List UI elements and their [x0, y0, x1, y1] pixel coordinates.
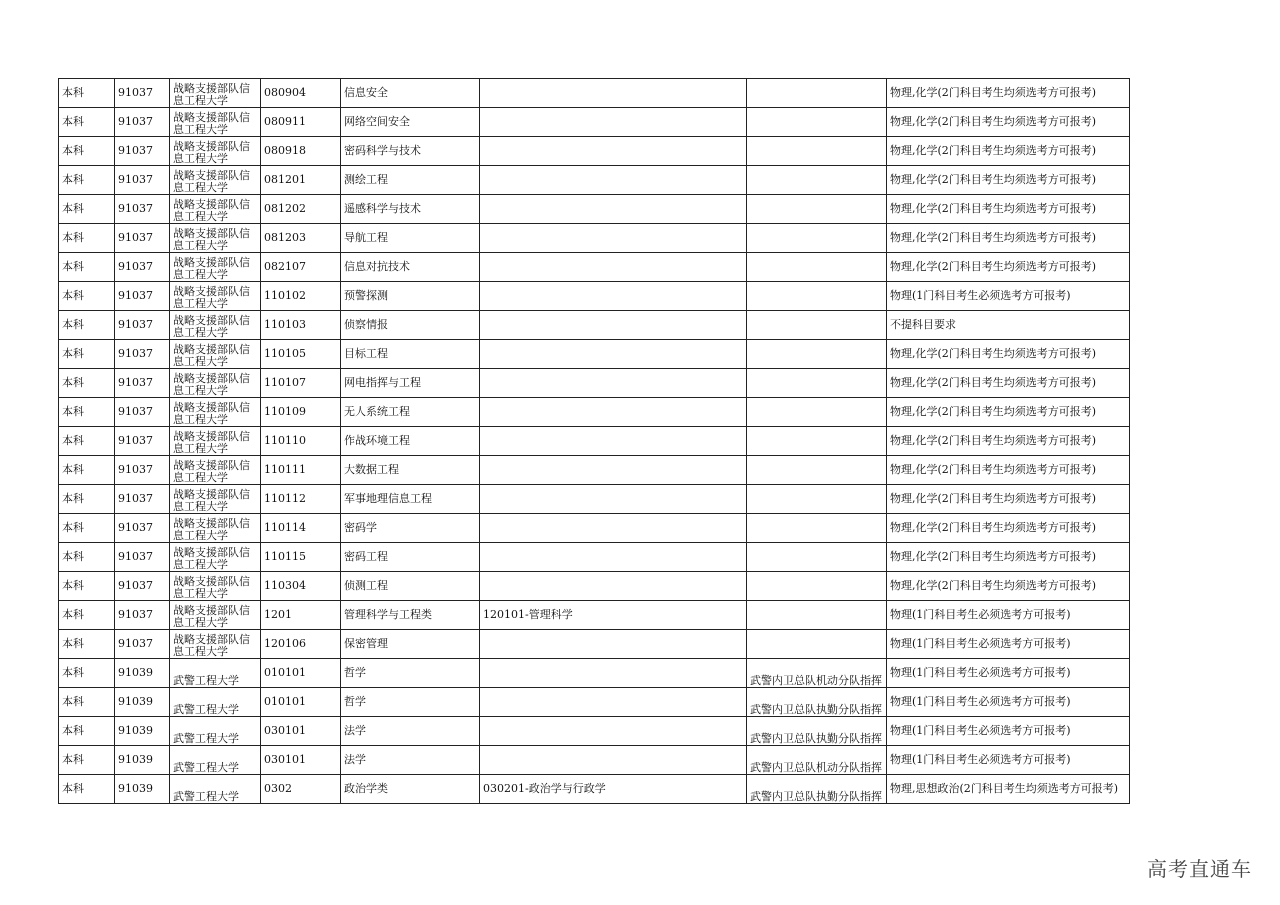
cell-major-includes: [480, 456, 747, 485]
cell-major-includes: [480, 137, 747, 166]
cell-major-includes: [480, 79, 747, 108]
table-row: [59, 572, 1130, 601]
cell-major-code: 0302: [261, 775, 341, 804]
table-row: [59, 166, 1130, 195]
cell-major-code: 010101: [261, 659, 341, 688]
cell-school-code: 91037: [115, 369, 170, 398]
cell-major-includes: [480, 282, 747, 311]
cell-major-name: 遥感科学与技术: [341, 195, 480, 224]
cell-major-code: 030101: [261, 746, 341, 775]
cell-level: 本科: [59, 659, 115, 688]
cell-level: 本科: [59, 543, 115, 572]
cell-major-name: 无人系统工程: [341, 398, 480, 427]
cell-major-name: 政治学类: [341, 775, 480, 804]
cell-note: [747, 282, 887, 311]
cell-major-includes: [480, 746, 747, 775]
cell-subject-requirement: 物理,化学(2门科目考生均须选考方可报考): [887, 572, 1130, 601]
table-row: [59, 688, 1130, 717]
cell-school-name: 战略支援部队信息工程大学: [170, 514, 261, 543]
cell-level: 本科: [59, 311, 115, 340]
cell-major-name: 侦察情报: [341, 311, 480, 340]
table-row: [59, 340, 1130, 369]
cell-note: [747, 572, 887, 601]
cell-note: [747, 253, 887, 282]
table-row: [59, 485, 1130, 514]
cell-level: 本科: [59, 195, 115, 224]
cell-level: 本科: [59, 514, 115, 543]
cell-school-code: 91037: [115, 630, 170, 659]
cell-subject-requirement: 物理,化学(2门科目考生均须选考方可报考): [887, 427, 1130, 456]
table-row: [59, 630, 1130, 659]
cell-major-includes: [480, 514, 747, 543]
cell-note: [747, 427, 887, 456]
cell-school-code: 91037: [115, 166, 170, 195]
cell-school-name: 武警工程大学: [170, 717, 261, 746]
cell-note: 武警内卫总队机动分队指挥: [747, 659, 887, 688]
cell-major-code: 080904: [261, 79, 341, 108]
cell-subject-requirement: 物理(1门科目考生必须选考方可报考): [887, 601, 1130, 630]
cell-note: [747, 311, 887, 340]
cell-major-code: 110112: [261, 485, 341, 514]
cell-major-includes: [480, 543, 747, 572]
cell-school-code: 91039: [115, 688, 170, 717]
cell-subject-requirement: 物理,化学(2门科目考生均须选考方可报考): [887, 369, 1130, 398]
cell-level: 本科: [59, 572, 115, 601]
cell-subject-requirement: 物理(1门科目考生必须选考方可报考): [887, 717, 1130, 746]
cell-level: 本科: [59, 485, 115, 514]
cell-subject-requirement: 物理(1门科目考生必须选考方可报考): [887, 282, 1130, 311]
cell-school-name: 武警工程大学: [170, 688, 261, 717]
cell-note: 武警内卫总队执勤分队指挥: [747, 717, 887, 746]
cell-major-name: 密码学: [341, 514, 480, 543]
cell-major-includes: [480, 717, 747, 746]
cell-school-code: 91037: [115, 572, 170, 601]
enrollment-table: [58, 78, 1130, 804]
cell-subject-requirement: 物理,化学(2门科目考生均须选考方可报考): [887, 340, 1130, 369]
cell-school-name: 战略支援部队信息工程大学: [170, 398, 261, 427]
cell-major-code: 081201: [261, 166, 341, 195]
table-row: [59, 717, 1130, 746]
cell-major-code: 081203: [261, 224, 341, 253]
cell-major-name: 法学: [341, 717, 480, 746]
cell-major-code: 110111: [261, 456, 341, 485]
cell-major-name: 信息安全: [341, 79, 480, 108]
cell-major-code: 110109: [261, 398, 341, 427]
table-body: [59, 79, 1130, 804]
cell-subject-requirement: 不提科目要求: [887, 311, 1130, 340]
cell-note: [747, 195, 887, 224]
cell-school-code: 91039: [115, 717, 170, 746]
cell-note: [747, 514, 887, 543]
cell-subject-requirement: 物理(1门科目考生必须选考方可报考): [887, 746, 1130, 775]
cell-note: [747, 340, 887, 369]
cell-school-name: 战略支援部队信息工程大学: [170, 253, 261, 282]
cell-level: 本科: [59, 282, 115, 311]
cell-level: 本科: [59, 746, 115, 775]
cell-subject-requirement: 物理,化学(2门科目考生均须选考方可报考): [887, 137, 1130, 166]
cell-major-includes: [480, 369, 747, 398]
cell-major-name: 军事地理信息工程: [341, 485, 480, 514]
cell-subject-requirement: 物理,化学(2门科目考生均须选考方可报考): [887, 514, 1130, 543]
cell-school-name: 战略支援部队信息工程大学: [170, 108, 261, 137]
cell-school-name: 战略支援部队信息工程大学: [170, 282, 261, 311]
cell-major-name: 作战环境工程: [341, 427, 480, 456]
table-row: [59, 282, 1130, 311]
table-row: [59, 108, 1130, 137]
cell-major-name: 法学: [341, 746, 480, 775]
cell-major-code: 030101: [261, 717, 341, 746]
table-row: [59, 601, 1130, 630]
cell-school-code: 91037: [115, 340, 170, 369]
cell-major-includes: [480, 398, 747, 427]
cell-school-code: 91037: [115, 108, 170, 137]
cell-subject-requirement: 物理(1门科目考生必须选考方可报考): [887, 688, 1130, 717]
cell-note: [747, 108, 887, 137]
cell-school-name: 战略支援部队信息工程大学: [170, 572, 261, 601]
cell-note: [747, 543, 887, 572]
table-row: [59, 253, 1130, 282]
cell-school-name: 武警工程大学: [170, 746, 261, 775]
cell-subject-requirement: 物理,化学(2门科目考生均须选考方可报考): [887, 195, 1130, 224]
cell-major-name: 密码工程: [341, 543, 480, 572]
cell-major-includes: [480, 572, 747, 601]
cell-major-includes: [480, 688, 747, 717]
table-row: [59, 369, 1130, 398]
cell-major-code: 110103: [261, 311, 341, 340]
cell-major-includes: [480, 485, 747, 514]
cell-school-code: 91037: [115, 253, 170, 282]
cell-note: 武警内卫总队机动分队指挥: [747, 746, 887, 775]
cell-major-name: 网络空间安全: [341, 108, 480, 137]
cell-major-includes: [480, 340, 747, 369]
cell-school-code: 91037: [115, 514, 170, 543]
cell-major-includes: [480, 108, 747, 137]
cell-school-code: 91037: [115, 543, 170, 572]
cell-major-includes: 030201-政治学与行政学: [480, 775, 747, 804]
cell-level: 本科: [59, 340, 115, 369]
cell-subject-requirement: 物理,化学(2门科目考生均须选考方可报考): [887, 79, 1130, 108]
table-row: [59, 543, 1130, 572]
cell-major-code: 110114: [261, 514, 341, 543]
cell-major-name: 目标工程: [341, 340, 480, 369]
cell-school-name: 战略支援部队信息工程大学: [170, 195, 261, 224]
cell-major-includes: [480, 195, 747, 224]
cell-level: 本科: [59, 166, 115, 195]
cell-major-code: 080911: [261, 108, 341, 137]
cell-school-name: 战略支援部队信息工程大学: [170, 543, 261, 572]
cell-major-includes: [480, 630, 747, 659]
cell-school-name: 战略支援部队信息工程大学: [170, 137, 261, 166]
cell-note: [747, 398, 887, 427]
table-row: [59, 514, 1130, 543]
cell-level: 本科: [59, 253, 115, 282]
cell-major-name: 管理科学与工程类: [341, 601, 480, 630]
cell-major-code: 010101: [261, 688, 341, 717]
cell-school-code: 91037: [115, 456, 170, 485]
cell-major-code: 110105: [261, 340, 341, 369]
cell-major-name: 预警探测: [341, 282, 480, 311]
cell-level: 本科: [59, 369, 115, 398]
cell-note: 武警内卫总队执勤分队指挥: [747, 775, 887, 804]
cell-level: 本科: [59, 601, 115, 630]
cell-school-code: 91037: [115, 137, 170, 166]
cell-note: 武警内卫总队执勤分队指挥: [747, 688, 887, 717]
cell-level: 本科: [59, 108, 115, 137]
cell-subject-requirement: 物理,思想政治(2门科目考生均须选考方可报考): [887, 775, 1130, 804]
cell-school-name: 战略支援部队信息工程大学: [170, 456, 261, 485]
cell-major-includes: [480, 253, 747, 282]
cell-subject-requirement: 物理,化学(2门科目考生均须选考方可报考): [887, 166, 1130, 195]
cell-note: [747, 166, 887, 195]
cell-school-name: 战略支援部队信息工程大学: [170, 630, 261, 659]
cell-subject-requirement: 物理,化学(2门科目考生均须选考方可报考): [887, 108, 1130, 137]
cell-note: [747, 601, 887, 630]
cell-major-code: 080918: [261, 137, 341, 166]
table-row: [59, 659, 1130, 688]
cell-subject-requirement: 物理(1门科目考生必须选考方可报考): [887, 659, 1130, 688]
table-row: [59, 137, 1130, 166]
cell-school-name: 战略支援部队信息工程大学: [170, 485, 261, 514]
cell-school-name: 战略支援部队信息工程大学: [170, 340, 261, 369]
cell-major-includes: [480, 224, 747, 253]
cell-major-code: 082107: [261, 253, 341, 282]
cell-school-name: 战略支援部队信息工程大学: [170, 369, 261, 398]
table-row: [59, 456, 1130, 485]
cell-level: 本科: [59, 630, 115, 659]
table-row: [59, 775, 1130, 804]
cell-subject-requirement: 物理,化学(2门科目考生均须选考方可报考): [887, 456, 1130, 485]
cell-school-code: 91037: [115, 79, 170, 108]
cell-school-code: 91037: [115, 485, 170, 514]
cell-major-code: 110102: [261, 282, 341, 311]
cell-major-name: 侦测工程: [341, 572, 480, 601]
cell-level: 本科: [59, 456, 115, 485]
cell-major-code: 110304: [261, 572, 341, 601]
cell-school-code: 91037: [115, 601, 170, 630]
cell-major-name: 大数据工程: [341, 456, 480, 485]
cell-note: [747, 224, 887, 253]
cell-major-code: 1201: [261, 601, 341, 630]
cell-subject-requirement: 物理,化学(2门科目考生均须选考方可报考): [887, 543, 1130, 572]
cell-note: [747, 369, 887, 398]
cell-school-name: 战略支援部队信息工程大学: [170, 311, 261, 340]
cell-school-name: 战略支援部队信息工程大学: [170, 427, 261, 456]
cell-level: 本科: [59, 717, 115, 746]
cell-school-code: 91037: [115, 427, 170, 456]
cell-major-includes: 120101-管理科学: [480, 601, 747, 630]
cell-level: 本科: [59, 688, 115, 717]
cell-level: 本科: [59, 137, 115, 166]
cell-school-name: 战略支援部队信息工程大学: [170, 601, 261, 630]
cell-subject-requirement: 物理,化学(2门科目考生均须选考方可报考): [887, 224, 1130, 253]
cell-school-code: 91039: [115, 659, 170, 688]
table-row: [59, 746, 1130, 775]
table-row: [59, 224, 1130, 253]
cell-major-code: 081202: [261, 195, 341, 224]
cell-school-name: 战略支援部队信息工程大学: [170, 166, 261, 195]
cell-note: [747, 485, 887, 514]
cell-school-code: 91037: [115, 195, 170, 224]
table-row: [59, 79, 1130, 108]
cell-major-code: 110110: [261, 427, 341, 456]
cell-note: [747, 456, 887, 485]
cell-subject-requirement: 物理(1门科目考生必须选考方可报考): [887, 630, 1130, 659]
cell-major-includes: [480, 166, 747, 195]
cell-school-name: 武警工程大学: [170, 775, 261, 804]
cell-school-name: 武警工程大学: [170, 659, 261, 688]
cell-level: 本科: [59, 224, 115, 253]
cell-major-includes: [480, 427, 747, 456]
cell-major-name: 网电指挥与工程: [341, 369, 480, 398]
cell-school-name: 战略支援部队信息工程大学: [170, 224, 261, 253]
cell-major-code: 110115: [261, 543, 341, 572]
cell-major-name: 信息对抗技术: [341, 253, 480, 282]
cell-level: 本科: [59, 775, 115, 804]
cell-subject-requirement: 物理,化学(2门科目考生均须选考方可报考): [887, 485, 1130, 514]
cell-major-name: 哲学: [341, 688, 480, 717]
cell-major-name: 密码科学与技术: [341, 137, 480, 166]
cell-major-name: 哲学: [341, 659, 480, 688]
cell-major-name: 保密管理: [341, 630, 480, 659]
cell-note: [747, 79, 887, 108]
cell-note: [747, 137, 887, 166]
cell-level: 本科: [59, 79, 115, 108]
cell-major-name: 导航工程: [341, 224, 480, 253]
cell-major-code: 110107: [261, 369, 341, 398]
cell-note: [747, 630, 887, 659]
cell-level: 本科: [59, 427, 115, 456]
cell-subject-requirement: 物理,化学(2门科目考生均须选考方可报考): [887, 253, 1130, 282]
cell-major-includes: [480, 659, 747, 688]
table-row: [59, 195, 1130, 224]
cell-school-code: 91037: [115, 398, 170, 427]
cell-school-code: 91039: [115, 775, 170, 804]
cell-major-includes: [480, 311, 747, 340]
cell-level: 本科: [59, 398, 115, 427]
table-row: [59, 398, 1130, 427]
cell-school-code: 91037: [115, 224, 170, 253]
cell-subject-requirement: 物理,化学(2门科目考生均须选考方可报考): [887, 398, 1130, 427]
table-row: [59, 311, 1130, 340]
cell-school-name: 战略支援部队信息工程大学: [170, 79, 261, 108]
cell-school-code: 91039: [115, 746, 170, 775]
cell-major-name: 测绘工程: [341, 166, 480, 195]
table-row: [59, 427, 1130, 456]
cell-school-code: 91037: [115, 311, 170, 340]
watermark-text: 高考直通车: [1147, 857, 1252, 881]
cell-school-code: 91037: [115, 282, 170, 311]
cell-major-code: 120106: [261, 630, 341, 659]
